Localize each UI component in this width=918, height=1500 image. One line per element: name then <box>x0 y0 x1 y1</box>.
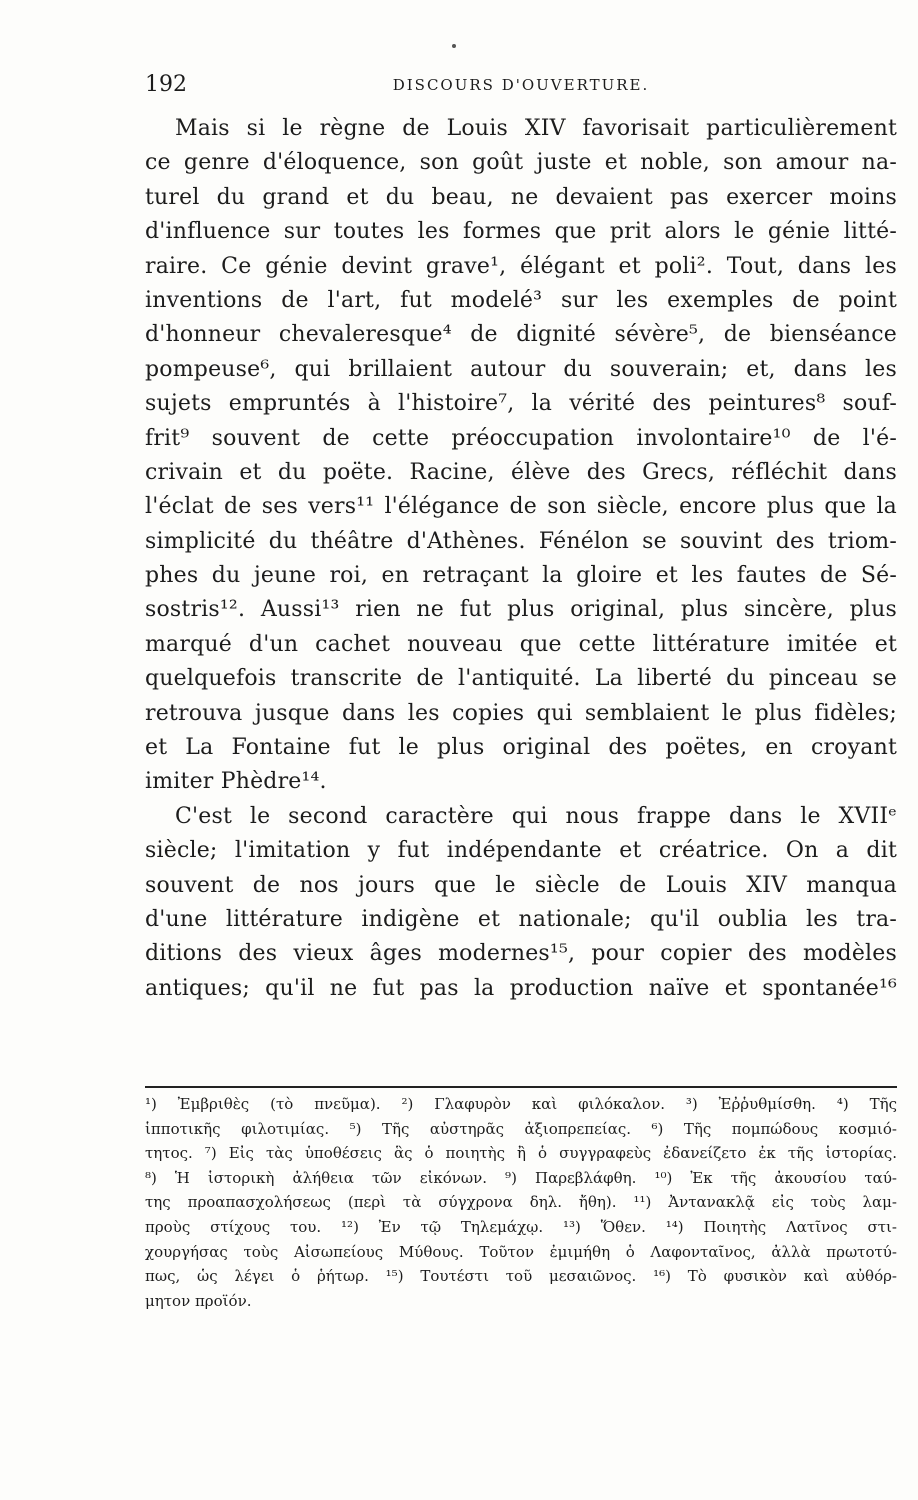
text-line: phes du jeune roi, en retraçant la gloire et les fautes de Sé- <box>145 563 897 589</box>
text-line: siècle; l'imitation y fut indépendante et créatrice. On a dit <box>145 838 897 864</box>
footnote-line: μητον προϊόν. <box>145 1291 252 1310</box>
footnote-line: της προαπασχολήσεως (περὶ τὰ σύγχρονα δηλ. ἤθη). ¹¹) Ἀντανακλᾷ εἰς τοὺς λαμ- <box>145 1193 897 1212</box>
text-line: raire. Ce génie devint grave¹, élégant et poli². Tout, dans les <box>145 253 897 279</box>
footnote-rule <box>145 1086 897 1088</box>
page-number: 192 <box>145 72 187 97</box>
text-line: sujets empruntés à l'histoire⁷, la vérité des peintures⁸ souf- <box>145 391 897 417</box>
text-line: sostris¹². Aussi¹³ rien ne fut plus original, plus sincère, plus <box>145 597 897 623</box>
print-speck <box>452 44 456 48</box>
text-line: crivain et du poëte. Racine, élève des Grecs, réfléchit dans <box>145 459 897 485</box>
text-line: d'une littérature indigène et nationale; qu'il oublia les tra- <box>145 906 897 932</box>
text-line: quelquefois transcrite de l'antiquité. La liberté du pinceau se <box>145 666 897 692</box>
running-title: DISCOURS D'OUVERTURE. <box>392 76 650 94</box>
footnote-line: πως, ὡς λέγει ὁ ῥήτωρ. ¹⁵) Τουτέστι τοῦ μεσαιῶνος. ¹⁶) Τὸ φυσικὸν καὶ αὐθόρ- <box>145 1267 897 1286</box>
text-line: simplicité du théâtre d'Athènes. Fénélon se souvint des triom- <box>145 528 897 554</box>
text-line: turel du grand et du beau, ne devaient pas exercer moins <box>145 184 897 210</box>
text-line: Mais si le règne de Louis XIV favorisait particulièrement <box>175 116 897 141</box>
footnote-line: προὺς στίχους του. ¹²) Ἐν τῷ Τηλεμάχῳ. ¹³) Ὅθεν. ¹⁴) Ποιητὴς Λατῖνος στι- <box>145 1217 897 1236</box>
footnote-line: ¹) Ἐμβριθὲς (τὸ πνεῦμα). ²) Γλαφυρὸν καὶ φιλόκαλον. ³) Ἐῤῥυθμίσθη. ⁴) Τῆς <box>145 1095 897 1113</box>
text-line: ce genre d'éloquence, son goût juste et noble, son amour na- <box>145 150 897 176</box>
text-line: ditions des vieux âges modernes¹⁵, pour copier des modèles <box>145 941 897 967</box>
text-line: imiter Phèdre¹⁴. <box>145 769 327 795</box>
text-line: et La Fontaine fut le plus original des poëtes, en croyant <box>145 735 897 761</box>
text-line: marqué d'un cachet nouveau que cette littérature imitée et <box>145 631 897 657</box>
footnotes <box>145 1092 897 1313</box>
footnote-line: χουργήσας τοὺς Αἰσωπείους Μύθους. Τοῦτον ἐμιμήθη ὁ Λαφονταῖνος, ἀλλὰ πρωτοτύ- <box>145 1242 897 1261</box>
text-line: antiques; qu'il ne fut pas la production naïve et spontanée¹⁶ <box>145 975 897 1001</box>
text-line: d'honneur chevaleresque⁴ de dignité sévère⁵, de bienséance <box>145 322 897 348</box>
text-line: l'éclat de ses vers¹¹ l'élégance de son siècle, encore plus que la <box>145 494 897 520</box>
footnote-line: ⁸) Ἡ ἱστορικὴ ἀλήθεια τῶν εἰκόνων. ⁹) Παρεβλάφθη. ¹⁰) Ἐκ τῆς ἀκουσίου ταύ- <box>145 1168 897 1187</box>
footnote-line: ἱπποτικῆς φιλοτιμίας. ⁵) Τῆς αὐστηρᾶς ἀξιοπρεπείας. ⁶) Τῆς πομπώδους κοσμιό- <box>145 1119 897 1138</box>
main-text <box>145 112 897 1006</box>
text-line: souvent de nos jours que le siècle de Louis XIV manqua <box>145 872 897 898</box>
text-line: C'est le second caractère qui nous frappe dans le XVIIᵉ <box>175 803 897 829</box>
running-header <box>145 72 897 102</box>
text-line: d'influence sur toutes les formes que prit alors le génie litté- <box>145 219 897 245</box>
text-line: inventions de l'art, fut modelé³ sur les exemples de point <box>145 287 897 313</box>
text-line: pompeuse⁶, qui brillaient autour du souverain; et, dans les <box>145 356 897 382</box>
text-line: frit⁹ souvent de cette préoccupation involontaire¹⁰ de l'é- <box>145 425 897 451</box>
footnote-line: τητος. ⁷) Εἰς τὰς ὑποθέσεις ἃς ὁ ποιητὴς ἢ ὁ συγγραφεὺς ἐδανείζετο ἐκ τῆς ἱστορίας. <box>145 1144 897 1163</box>
text-line: retrouva jusque dans les copies qui semblaient le plus fidèles; <box>145 700 897 726</box>
